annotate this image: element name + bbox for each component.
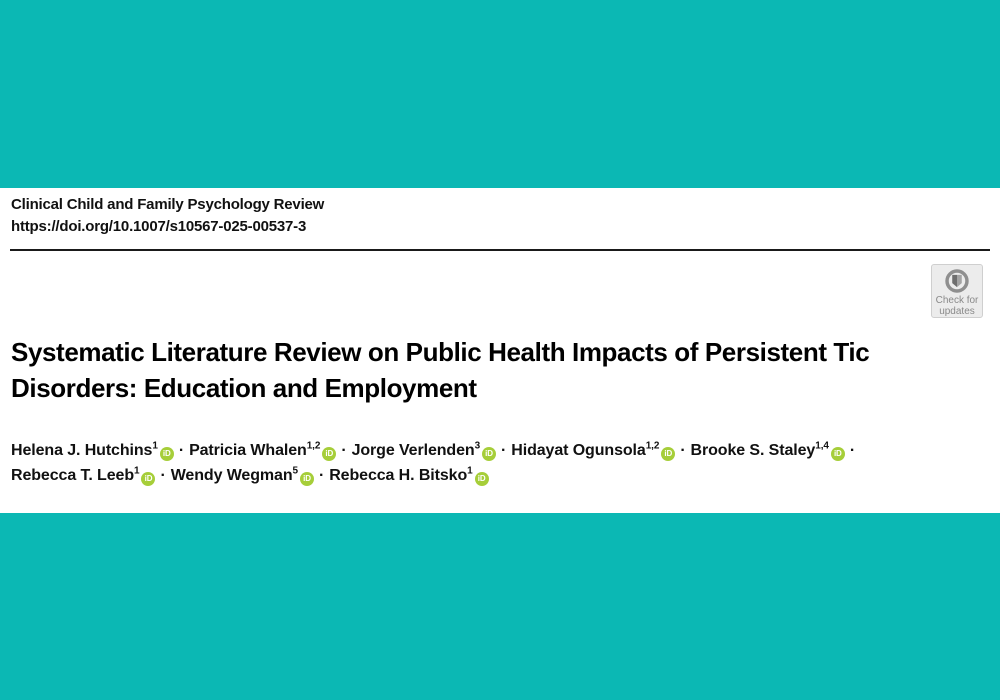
orcid-icon[interactable]: iD [482, 447, 496, 461]
check-for-updates-line1: Check for [935, 295, 979, 306]
orcid-icon[interactable]: iD [831, 447, 845, 461]
article-title-line2: Disorders: Education and Employment [11, 373, 477, 403]
author-affiliation: 1 [467, 465, 473, 477]
author-separator: · [341, 442, 347, 459]
author [189, 442, 336, 459]
header-divider [10, 249, 990, 251]
author-affiliation: 1,2 [645, 440, 660, 452]
article-first-page-header [0, 188, 1000, 513]
author [11, 442, 174, 459]
author [329, 467, 488, 484]
author-name: Patricia Whalen [189, 442, 307, 459]
crossmark-icon [944, 268, 970, 294]
orcid-icon[interactable]: iD [160, 447, 174, 461]
author-affiliation: 1 [152, 440, 158, 452]
article-title-line1: Systematic Literature Review on Public Health Impacts of Persistent Tic [11, 337, 870, 367]
author-separator: · [318, 467, 325, 484]
author [352, 442, 496, 459]
author-separator: · [849, 442, 856, 459]
author-separator: · [680, 442, 686, 459]
check-for-updates-label [936, 295, 979, 317]
author [171, 467, 314, 484]
author-separator: · [178, 442, 185, 459]
doi-link[interactable]: https://doi.org/10.1007/s10567-025-00537-3 [11, 218, 307, 235]
check-for-updates-badge[interactable] [931, 264, 983, 318]
orcid-icon[interactable]: iD [661, 447, 675, 461]
author-list-line2 [11, 463, 980, 488]
author-name: Helena J. Hutchins [11, 442, 153, 459]
author-name: Jorge Verlenden [351, 442, 475, 459]
check-for-updates-line2: updates [939, 306, 975, 317]
author-separator: · [160, 467, 166, 484]
top-teal-band [0, 0, 1000, 188]
author-affiliation: 3 [474, 440, 481, 452]
author-affiliation: 5 [292, 465, 298, 477]
article-title [11, 334, 960, 406]
orcid-icon[interactable]: iD [322, 447, 336, 461]
author-affiliation: 1,4 [815, 440, 829, 452]
orcid-icon[interactable]: iD [300, 472, 314, 486]
bottom-teal-band [0, 513, 1000, 700]
orcid-icon[interactable]: iD [475, 472, 489, 486]
author-name: Wendy Wegman [170, 467, 293, 484]
author-name: Rebecca T. Leeb [11, 467, 135, 484]
author [691, 442, 845, 459]
author [511, 442, 675, 459]
author [11, 467, 155, 484]
author-name: Hidayat Ogunsola [511, 442, 646, 459]
author-list [11, 438, 980, 488]
journal-name: Clinical Child and Family Psychology Review [11, 196, 325, 213]
author-name: Rebecca H. Bitsko [329, 467, 468, 484]
author-separator: · [501, 442, 507, 459]
author-list-line1 [11, 438, 980, 463]
author-affiliation: 1,2 [306, 440, 321, 452]
author-affiliation: 1 [134, 465, 140, 477]
orcid-icon[interactable]: iD [141, 472, 155, 486]
author-name: Brooke S. Staley [690, 442, 816, 459]
